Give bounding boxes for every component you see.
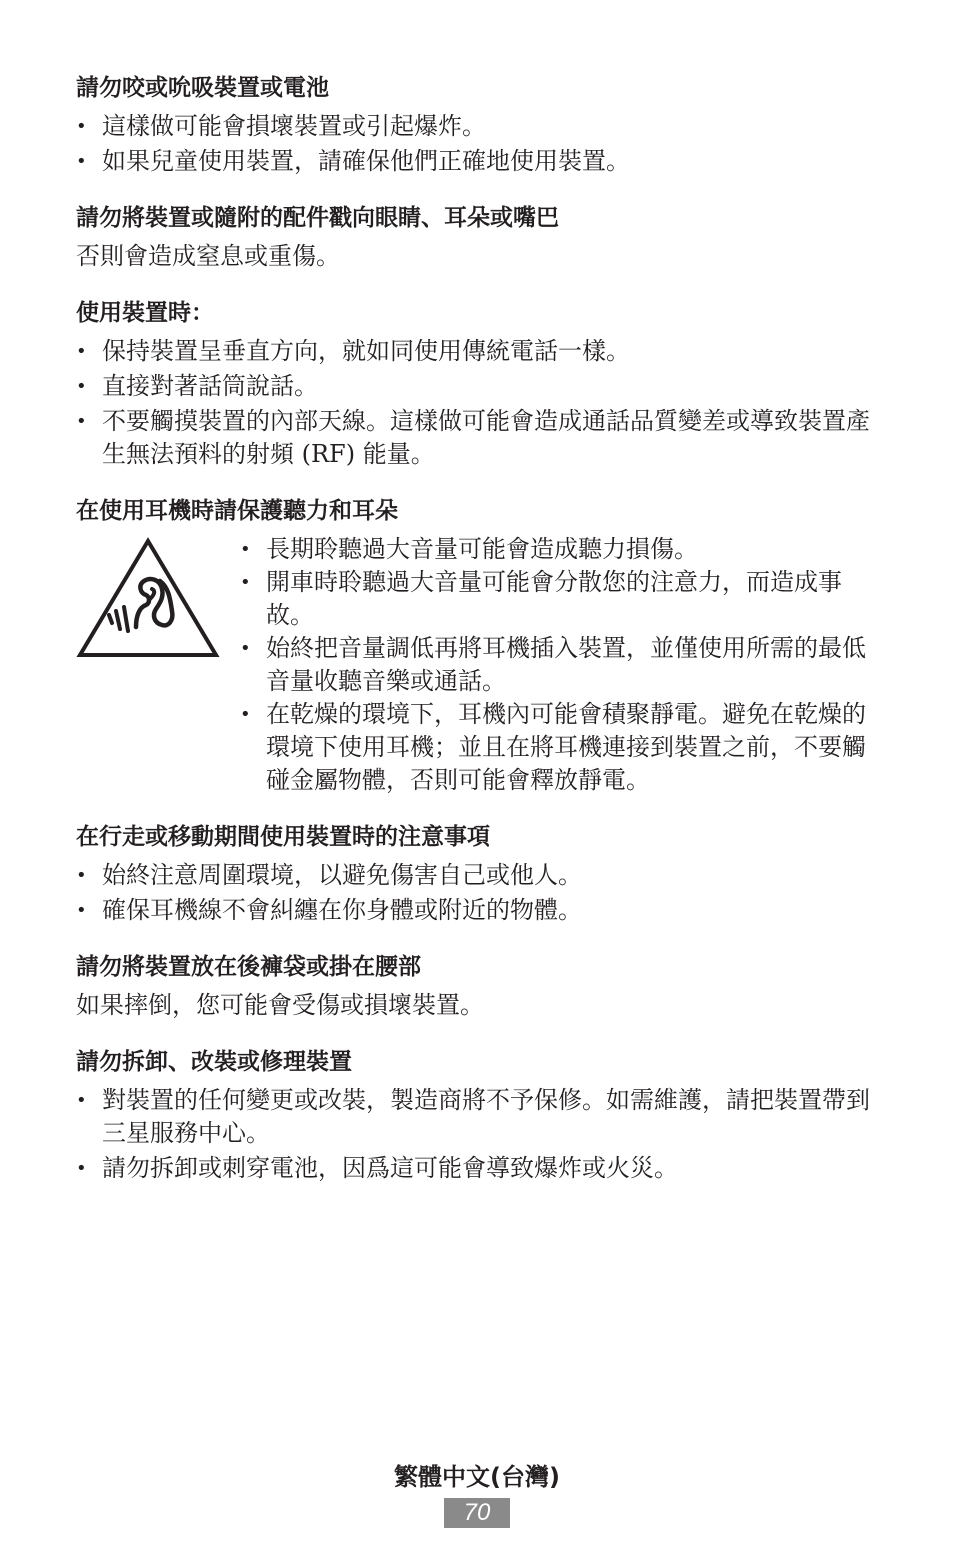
section-no-disassembly [76,1046,876,1185]
section-heading: 請勿將裝置或隨附的配件戳向眼睛、耳朵或嘴巴 [76,205,559,231]
section-back-pocket [76,951,876,1022]
section-heading: 請勿拆卸、改裝或修理裝置 [76,1049,352,1075]
section-heading: 使用裝置時： [76,300,214,326]
bullet-list [76,1084,876,1185]
section-heading: 在行走或移動期間使用裝置時的注意事項 [76,824,490,850]
page-number: 70 [444,1498,510,1528]
list-item: • 在乾燥的環境下，耳機內可能會積聚靜電。避免在乾燥的環境下使用耳機；並且在將耳機連接到裝置之前，不要觸碰金屬物體，否則可能會釋放靜電。 [240,698,876,797]
hearing-block [76,533,876,797]
section-no-poking [76,202,876,273]
list-item: • 確保耳機線不會糾纏在你身體或附近的物體。 [76,894,876,927]
list-item: • 長期聆聽過大音量可能會造成聽力損傷。 [240,533,876,566]
bullet-list [76,335,876,471]
bullet-list [76,110,876,178]
list-item: • 如果兒童使用裝置，請確保他們正確地使用裝置。 [76,145,876,178]
section-walking-caution [76,821,876,927]
list-item: • 這樣做可能會損壞裝置或引起爆炸。 [76,110,876,143]
list-item: • 始終注意周圍環境，以避免傷害自己或他人。 [76,859,876,892]
list-item: • 請勿拆卸或刺穿電池，因爲這可能會導致爆炸或火災。 [76,1152,876,1185]
section-hearing-protection [76,495,876,797]
hearing-warning-icon [76,537,220,659]
list-item: • 始終把音量調低再將耳機插入裝置，並僅使用所需的最低音量收聽音樂或通話。 [240,632,876,698]
list-item: • 不要觸摸裝置的內部天線。這樣做可能會造成通話品質變差或導致裝置產生無法預料的射頻 (RF) 能量。 [76,405,876,471]
section-no-biting [76,72,876,178]
list-item: • 開車時聆聽過大音量可能會分散您的注意力，而造成事故。 [240,566,876,632]
section-body: 否則會造成窒息或重傷。 [76,242,340,270]
section-heading: 請勿咬或吮吸裝置或電池 [76,75,329,101]
bullet-list [76,859,876,927]
list-item: • 對裝置的任何變更或改裝，製造商將不予保修。如需維護，請把裝置帶到三星服務中心。 [76,1084,876,1150]
footer-language: 繁體中文(台灣) [394,1463,560,1491]
section-heading: 在使用耳機時請保護聽力和耳朵 [76,498,398,524]
section-body: 如果摔倒，您可能會受傷或損壞裝置。 [76,991,484,1019]
page-footer [0,1462,954,1528]
bullet-list [240,533,876,797]
document-page [76,72,876,1209]
list-item: • 保持裝置呈垂直方向，就如同使用傳統電話一樣。 [76,335,876,368]
section-using-device [76,297,876,471]
list-item: • 直接對著話筒說話。 [76,370,876,403]
section-heading: 請勿將裝置放在後褲袋或掛在腰部 [76,954,421,980]
